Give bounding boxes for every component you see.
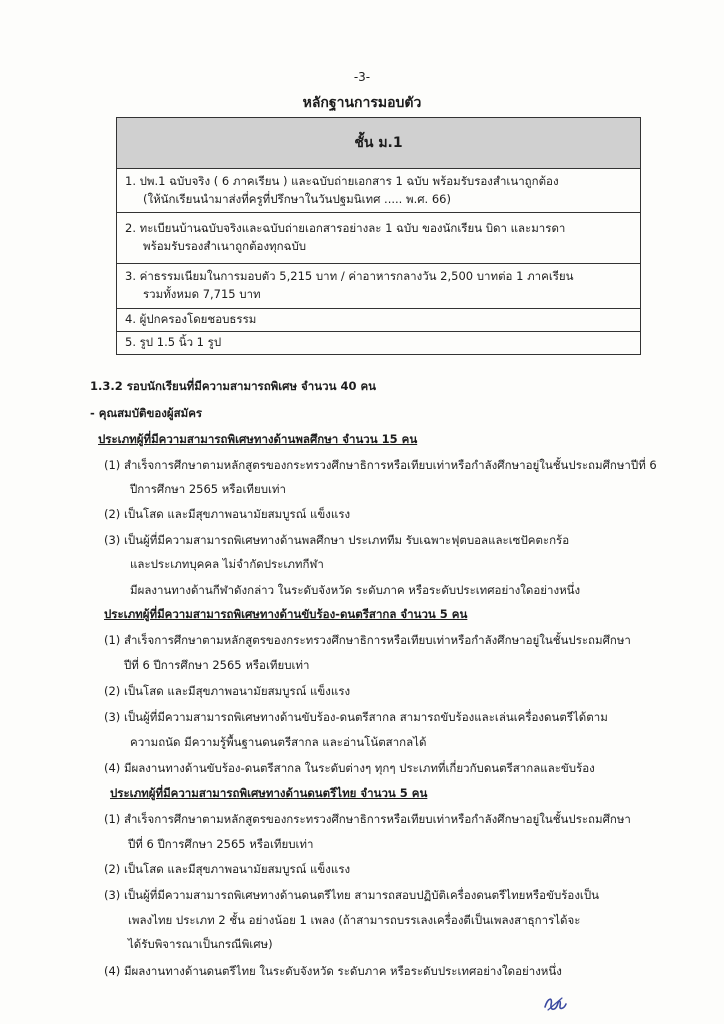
list-item-continuation: และประเภทบุคคล ไม่จำกัดประเภทกีฬา (130, 557, 324, 571)
list-item-continuation: ความถนัด มีความรู้พื้นฐานดนตรีสากล และอ่านโน้ตสากลได้ (130, 735, 427, 749)
table-row-text: 5. รูป 1.5 นิ้ว 1 รูป (117, 332, 641, 355)
table-row (117, 332, 641, 355)
enrollment-documents-table (116, 117, 641, 355)
table-row-text: 1. ปพ.1 ฉบับจริง ( 6 ภาคเรียน ) และฉบับถ่ายเอกสาร 1 ฉบับ พร้อมรับรองสำเนาถูกต้อง (125, 173, 559, 188)
list-item: (3) เป็นผู้ที่มีความสามารถพิเศษทางด้านขับร้อง-ดนตรีสากล สามารถขับร้องและเล่นเครื่องดนตรีได้ตาม (104, 710, 608, 724)
list-item: (4) มีผลงานทางด้านดนตรีไทย ในระดับจังหวัด ระดับภาค หรือระดับประเทศอย่างใดอย่างหนึ่ง (104, 964, 562, 978)
signature-mark (542, 993, 568, 1015)
list-item-continuation: ได้รับพิจารณาเป็นกรณีพิเศษ) (128, 937, 273, 951)
list-item: (2) เป็นโสด และมีสุขภาพอนามัยสมบูรณ์ แข็งแรง (104, 862, 351, 876)
list-item: (1) สำเร็จการศึกษาตามหลักสูตรของกระทรวงศึกษาธิการหรือเทียบเท่าหรือกำลังศึกษาอยู่ในชั้นประถมศึกษาปีที่ 6 (104, 458, 657, 472)
table-cell (117, 213, 641, 264)
category-heading-western-music: ประเภทผู้ที่มีความสามารถพิเศษทางด้านขับร้อง-ดนตรีสากล จำนวน 5 คน (104, 607, 468, 621)
table-cell (117, 169, 641, 213)
list-item-continuation: ปีที่ 6 ปีการศึกษา 2565 หรือเทียบเท่า (124, 658, 310, 672)
list-item: (1) สำเร็จการศึกษาตามหลักสูตรของกระทรวงศึกษาธิการหรือเทียบเท่าหรือกำลังศึกษาอยู่ในชั้นประถมศึกษา (104, 812, 631, 826)
category-heading-thai-music: ประเภทผู้ที่มีความสามารถพิเศษทางด้านดนตรีไทย จำนวน 5 คน (110, 786, 428, 800)
category-heading-sports: ประเภทผู้ที่มีความสามารถพิเศษทางด้านพลศึกษา จำนวน 15 คน (98, 432, 418, 446)
table-cell (117, 264, 641, 309)
table-row (117, 169, 641, 213)
table-row (117, 213, 641, 264)
table-header-row (117, 118, 641, 169)
list-item: (2) เป็นโสด และมีสุขภาพอนามัยสมบูรณ์ แข็งแรง (104, 507, 351, 521)
table-row-text: 2. ทะเบียนบ้านฉบับจริงและฉบับถ่ายเอกสารอย่างละ 1 ฉบับ ของนักเรียน บิดา และมารดา (125, 221, 566, 235)
table-row (117, 309, 641, 332)
table-row (117, 264, 641, 309)
table-row-text: (ให้นักเรียนนำมาส่งที่ครูที่ปรึกษาในวันปฐมนิเทศ ..... พ.ศ. 66) (143, 191, 451, 206)
table-row-text: พร้อมรับรองสำเนาถูกต้องทุกฉบับ (143, 239, 307, 253)
list-item: (3) เป็นผู้ที่มีความสามารถพิเศษทางด้านดนตรีไทย สามารถสอบปฏิบัติเครื่องดนตรีไทยหรือขับร้องเป็น (104, 888, 600, 902)
qualification-heading: - คุณสมบัติของผู้สมัคร (90, 406, 203, 420)
list-item: (1) สำเร็จการศึกษาตามหลักสูตรของกระทรวงศึกษาธิการหรือเทียบเท่าหรือกำลังศึกษาอยู่ในชั้นประถมศึกษา (104, 633, 631, 647)
table-header-cell: ชั้น ม.1 (117, 118, 641, 169)
table-row-text: 3. ค่าธรรมเนียมในการมอบตัว 5,215 บาท / ค่าอาหารกลางวัน 2,500 บาทต่อ 1 ภาคเรียน (125, 269, 574, 283)
list-item: (2) เป็นโสด และมีสุขภาพอนามัยสมบูรณ์ แข็งแรง (104, 684, 351, 698)
table-row-text: 4. ผู้ปกครองโดยชอบธรรม (117, 309, 641, 332)
table-row-text: รวมทั้งหมด 7,715 บาท (143, 287, 261, 301)
document-title: หลักฐานการมอบตัว (302, 95, 422, 111)
list-item: (3) เป็นผู้ที่มีความสามารถพิเศษทางด้านพลศึกษา ประเภททีม รับเฉพาะฟุตบอลและเซปัคตะกร้อ (104, 533, 570, 547)
section-heading: 1.3.2 รอบนักเรียนที่มีความสามารถพิเศษ จำนวน 40 คน (90, 379, 377, 393)
list-item-continuation: ปีที่ 6 ปีการศึกษา 2565 หรือเทียบเท่า (128, 837, 314, 851)
list-item: (4) มีผลงานทางด้านขับร้อง-ดนตรีสากล ในระดับต่างๆ ทุกๆ ประเภทที่เกี่ยวกับดนตรีสากลและขับร้อง (104, 761, 595, 775)
list-item-continuation: เพลงไทย ประเภท 2 ชั้น อย่างน้อย 1 เพลง (ถ้าสามารถบรรเลงเครื่องตีเป็นเพลงสาธุการได้จะ (128, 913, 581, 927)
list-item: มีผลงานทางด้านกีฬาดังกล่าว ในระดับจังหวัด ระดับภาค หรือระดับประเทศอย่างใดอย่างหนึ่ง (130, 583, 581, 597)
list-item-continuation: ปีการศึกษา 2565 หรือเทียบเท่า (130, 482, 286, 496)
page-number: -3- (353, 70, 371, 84)
